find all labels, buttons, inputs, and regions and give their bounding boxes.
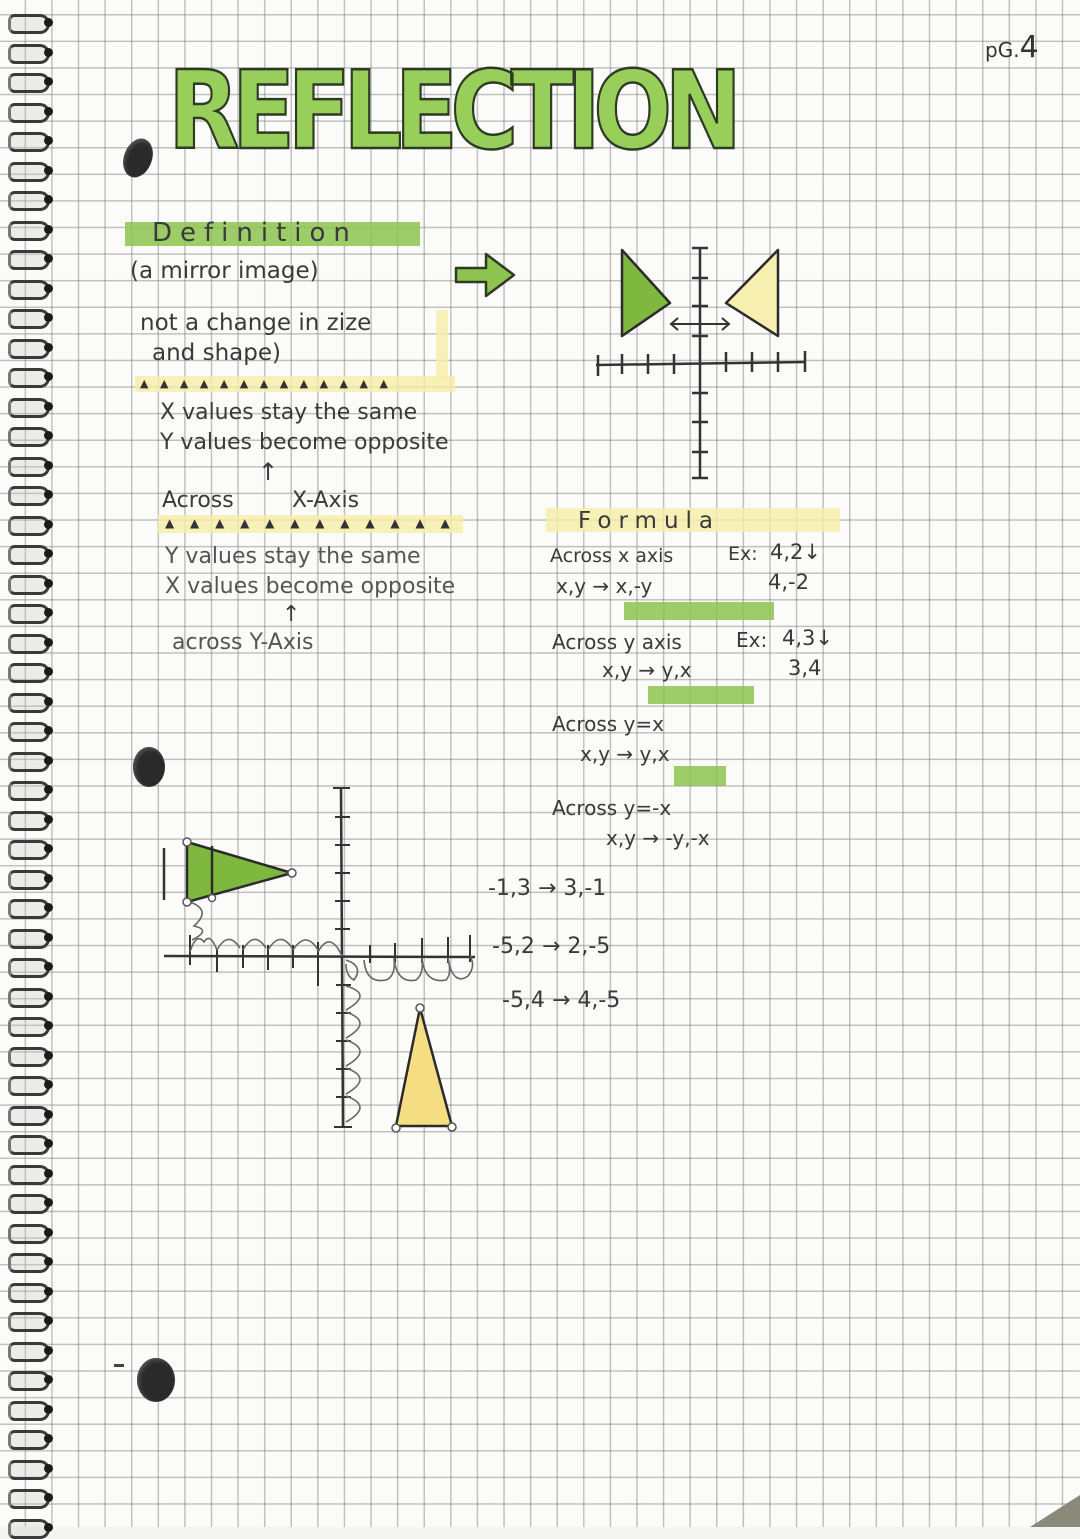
spiral-coil xyxy=(8,1283,50,1303)
formula-y-axis-rule: x,y → y,x xyxy=(602,658,692,682)
formula-x-axis-highlight xyxy=(624,602,774,620)
spiral-coil xyxy=(8,73,50,93)
example-3-to: 4,-5 xyxy=(577,988,621,1013)
spiral-coil xyxy=(8,722,50,742)
spiral-coil xyxy=(8,516,50,536)
formula-x-axis-title: Across x axis xyxy=(550,545,674,567)
formula-heading: Formula xyxy=(578,508,720,534)
page-title: REFLECTION xyxy=(168,49,735,174)
spiral-coil xyxy=(8,545,50,565)
spiral-coil xyxy=(8,339,50,359)
example-3-from: -5,4 xyxy=(502,988,545,1013)
spiral-coil xyxy=(8,1106,50,1126)
formula-y-axis-example-out: 3,4 xyxy=(788,656,822,680)
spiral-coil xyxy=(8,1253,50,1273)
spiral-coil xyxy=(8,1047,50,1067)
spiral-binding xyxy=(0,0,60,1527)
formula-y-axis-highlight xyxy=(648,686,754,704)
spiral-coil xyxy=(8,1194,50,1214)
spiral-coil xyxy=(8,221,50,241)
punch-hole-bottom xyxy=(137,1358,175,1402)
reflection-diagram-y-axis xyxy=(560,230,840,490)
spiral-coil xyxy=(8,958,50,978)
spiral-coil xyxy=(8,1135,50,1155)
spiral-coil xyxy=(8,781,50,801)
example-2-from: -5,2 xyxy=(492,934,535,959)
x-axis-rule-line-2: Y values become opposite xyxy=(160,430,449,455)
x-axis-label: X-Axis xyxy=(292,488,360,513)
spiral-coil xyxy=(8,575,50,595)
spiral-coil xyxy=(8,103,50,123)
definition-line-1: (a mirror image) xyxy=(130,258,319,284)
definition-side-highlight xyxy=(436,310,448,378)
spiral-coil xyxy=(8,1430,50,1450)
example-3 xyxy=(502,988,620,1013)
arrow-icon: → xyxy=(551,988,571,1013)
formula-x-axis-rule: x,y → x,-y xyxy=(556,574,653,598)
spiral-coil xyxy=(8,604,50,624)
formula-y-equals-x-rule: x,y → y,x xyxy=(580,742,670,766)
spiral-coil xyxy=(8,132,50,152)
page-label: pG. xyxy=(985,38,1020,62)
spiral-coil xyxy=(8,1401,50,1421)
formula-y-axis-example-label: Ex: xyxy=(736,628,768,652)
spiral-coil xyxy=(8,368,50,388)
x-axis-rule-line-1: X values stay the same xyxy=(160,400,418,425)
example-1-from: -1,3 xyxy=(488,876,531,901)
triangle-divider-1: ▲ ▲ ▲ ▲ ▲ ▲ ▲ ▲ ▲ ▲ ▲ ▲ ▲ xyxy=(140,377,392,390)
spiral-coil xyxy=(8,398,50,418)
spiral-coil xyxy=(8,427,50,447)
example-2-to: 2,-5 xyxy=(567,934,611,959)
spiral-coil xyxy=(8,486,50,506)
spiral-coil xyxy=(8,44,50,64)
reflection-diagram-y-equals-neg-x xyxy=(150,780,490,1140)
formula-y-axis-title: Across y axis xyxy=(552,630,682,654)
formula-y-equals-neg-x-title: Across y=-x xyxy=(552,796,672,820)
y-axis-rule-line-2: X values become opposite xyxy=(165,574,456,599)
spiral-coil xyxy=(8,1312,50,1332)
spiral-coil xyxy=(8,1224,50,1244)
spiral-coil xyxy=(8,14,50,34)
formula-y-axis-example-in: 4,3↓ xyxy=(782,626,833,650)
example-1-to: 3,-1 xyxy=(563,876,607,901)
spiral-coil xyxy=(8,1017,50,1037)
formula-x-axis-example-in: 4,2↓ xyxy=(770,540,821,564)
definition-line-3: and shape) xyxy=(152,340,281,366)
spiral-coil xyxy=(8,1519,50,1539)
spiral-coil xyxy=(8,1342,50,1362)
formula-y-equals-x-title: Across y=x xyxy=(552,712,664,736)
spiral-coil xyxy=(8,457,50,477)
spiral-coil xyxy=(8,663,50,683)
up-arrow-icon: ↑ xyxy=(258,458,279,486)
definition-heading: Definition xyxy=(152,218,358,248)
y-axis-label: across Y-Axis xyxy=(172,630,314,655)
spiral-coil xyxy=(8,162,50,182)
spiral-coil xyxy=(8,1460,50,1480)
pencil-mark xyxy=(114,1364,124,1367)
definition-line-2: not a change in zize xyxy=(140,310,372,336)
spiral-coil xyxy=(8,1371,50,1391)
formula-y-equals-neg-x-rule: x,y → -y,-x xyxy=(606,826,710,850)
spiral-coil xyxy=(8,1165,50,1185)
formula-y-equals-x-highlight xyxy=(674,766,726,786)
spiral-coil xyxy=(8,250,50,270)
spiral-coil xyxy=(8,1489,50,1509)
spiral-coil xyxy=(8,840,50,860)
example-2 xyxy=(492,934,610,959)
page-corner-curl xyxy=(1030,1495,1080,1527)
spiral-coil xyxy=(8,988,50,1008)
up-arrow-icon: ↑ xyxy=(282,602,301,627)
arrow-icon: → xyxy=(541,934,561,959)
page-number-value: 4 xyxy=(1019,30,1039,65)
spiral-coil xyxy=(8,899,50,919)
arrow-icon: → xyxy=(537,876,557,901)
spiral-coil xyxy=(8,191,50,211)
spiral-coil xyxy=(8,929,50,949)
spiral-coil xyxy=(8,634,50,654)
y-axis-rule-line-1: Y values stay the same xyxy=(165,544,421,569)
spiral-coil xyxy=(8,1076,50,1096)
page-number xyxy=(985,30,1039,65)
spiral-coil xyxy=(8,870,50,890)
example-1 xyxy=(488,876,606,901)
spiral-coil xyxy=(8,693,50,713)
spiral-coil xyxy=(8,811,50,831)
spiral-coil xyxy=(8,280,50,300)
formula-x-axis-example-out: 4,-2 xyxy=(768,570,809,594)
triangle-divider-2: ▲ ▲ ▲ ▲ ▲ ▲ ▲ ▲ ▲ ▲ ▲ ▲ xyxy=(165,516,456,530)
green-right-arrow-icon xyxy=(452,250,522,300)
formula-x-axis-example-label: Ex: xyxy=(728,543,758,565)
across-label: Across xyxy=(162,488,234,513)
spiral-coil xyxy=(8,752,50,772)
spiral-coil xyxy=(8,309,50,329)
